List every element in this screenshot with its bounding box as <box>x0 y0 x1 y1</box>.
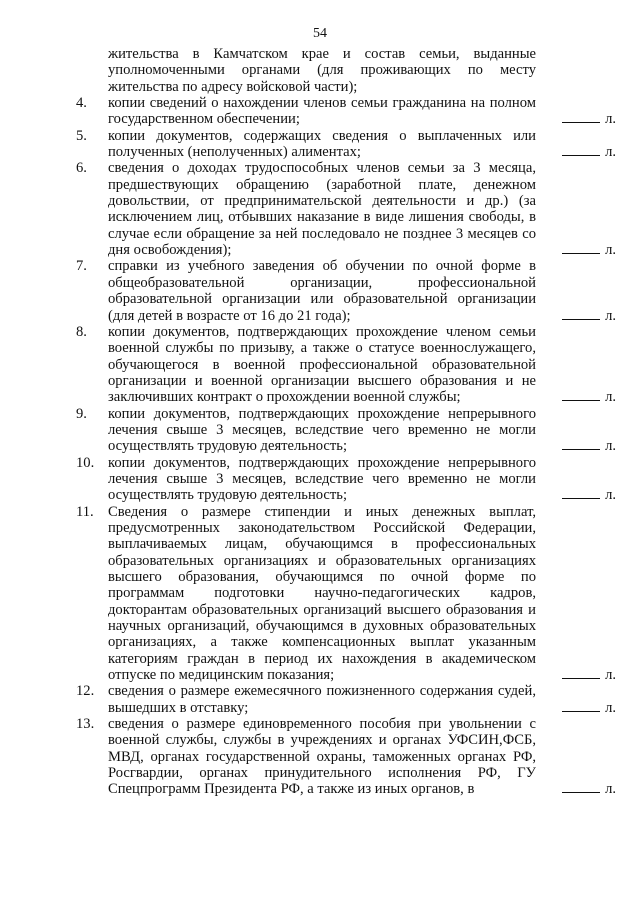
sheet-unit-label: л. <box>605 487 616 504</box>
item-number: 9. <box>76 405 87 422</box>
blank-line <box>562 241 600 254</box>
blank-line <box>562 143 600 156</box>
item-number: 11. <box>76 503 94 520</box>
list-item <box>0 406 640 455</box>
sheet-count-field <box>562 437 616 454</box>
sheet-unit-label: л. <box>605 242 616 259</box>
blank-line <box>562 437 600 450</box>
item-text: Сведения о размере стипендии и иных денежных выплат, предусмотренных законодательством Российской Федерации, выплачиваемых лицам, обучающимся в профессиональных образовательных организациях и образовательных организациях высшего образования, обучающимся по очной форме по программам подготовки научно-педагогических кадров, докторантам образовательных организаций высшего образования и научных организаций, обучающимся в духовных образовательных организациях, а также компенсационных выплат указанным категориям граждан в период их нахождения в академическом отпуске по медицинским показания; <box>108 503 536 684</box>
sheet-count-field <box>562 241 616 258</box>
sheet-unit-label: л. <box>605 307 616 324</box>
page-number: 54 <box>313 26 327 41</box>
list-item <box>0 683 640 716</box>
sheet-count-field <box>562 388 616 405</box>
sheet-count-field <box>562 699 616 716</box>
sheet-unit-label: л. <box>605 667 616 684</box>
list-item <box>0 160 640 258</box>
item-text: копии документов, подтверждающих прохождение непрерывного лечения свыше 3 месяцев, вследствие чего временно не могли осуществлять трудовую деятельность; <box>108 405 536 455</box>
item-text: копии документов, подтверждающих прохождение непрерывного лечения свыше 3 месяцев, вследствие чего временно не могли осуществлять трудовую деятельность; <box>108 454 536 504</box>
sheet-unit-label: л. <box>605 111 616 128</box>
list-item <box>0 504 640 684</box>
item-number: 5. <box>76 127 87 144</box>
blank-line <box>562 110 600 123</box>
item-number: 12. <box>76 683 95 700</box>
sheet-count-field <box>562 110 616 127</box>
item-text: копии документов, подтверждающих прохождение членом семьи военной службы по призыву, а также о статусе военнослужащего, обучающегося в военной профессиональной образовательной организации и военной организации высшего образования и не заключивших контракт о прохождении военной службы; <box>108 323 536 406</box>
sheet-unit-label: л. <box>605 389 616 406</box>
list-item <box>0 95 640 128</box>
blank-line <box>562 666 600 679</box>
item-text: сведения о размере единовременного пособия при увольнении с военной службы, службы в учреждениях и органах УФСИН,ФСБ, МВД, органах государственной охраны, таможенных органах РФ, Росгвардии, органах принудительного исполнения РФ, ГУ Спецпрограмм Президента РФ, а также из иных органов, в <box>108 716 536 798</box>
sheet-count-field <box>562 307 616 324</box>
sheet-count-field <box>562 486 616 503</box>
sheet-unit-label: л. <box>605 438 616 455</box>
item-text: копии документов, содержащих сведения о выплаченных или полученных (неполученных) алиментах; <box>108 127 536 161</box>
list-item <box>0 128 640 161</box>
item-number: 4. <box>76 95 87 112</box>
item-text: сведения о размере ежемесячного пожизненного содержания судей, вышедших в отставку; <box>108 683 536 716</box>
sheet-unit-label: л. <box>605 144 616 161</box>
list-item <box>0 46 640 95</box>
list-item <box>0 258 640 323</box>
blank-line <box>562 486 600 499</box>
blank-line <box>562 699 600 712</box>
item-number: 10. <box>76 454 95 471</box>
blank-line <box>562 307 600 320</box>
item-number: 8. <box>76 323 87 340</box>
item-number: 13. <box>76 716 95 733</box>
sheet-unit-label: л. <box>605 781 616 798</box>
item-text: жительства в Камчатском крае и состав семьи, выданные уполномоченными органами (для проживающих по месту жительства по адресу войсковой части); <box>108 46 536 95</box>
item-text: справки из учебного заведения об обучении по очной форме в общеобразовательной организации, профессиональной образовательной организации или образовательной организации (для детей в возрасте от 16 до 21 года); <box>108 258 536 324</box>
item-number: 6. <box>76 160 87 177</box>
sheet-count-field <box>562 780 616 797</box>
sheet-count-field <box>562 143 616 160</box>
list-item <box>0 455 640 504</box>
list-item <box>0 324 640 406</box>
sheet-count-field <box>562 666 616 683</box>
blank-line <box>562 388 600 401</box>
item-text: сведения о доходах трудоспособных членов семьи за 3 месяца, предшествующих обращению (заработной плате, денежном довольствии, от предпринимательской деятельности и др.) (за исключением лиц, отбывших наказание в виде лишения свободы, в случае если обращение за ней последовало не позднее 3 месяцев со дня освобождения); <box>108 160 536 259</box>
item-text: копии сведений о нахождении членов семьи гражданина на полном государственном обеспечении; <box>108 95 536 128</box>
list-item <box>0 716 640 798</box>
item-number: 7. <box>76 258 87 275</box>
blank-line <box>562 780 600 793</box>
sheet-unit-label: л. <box>605 699 616 716</box>
document-list <box>0 46 640 798</box>
